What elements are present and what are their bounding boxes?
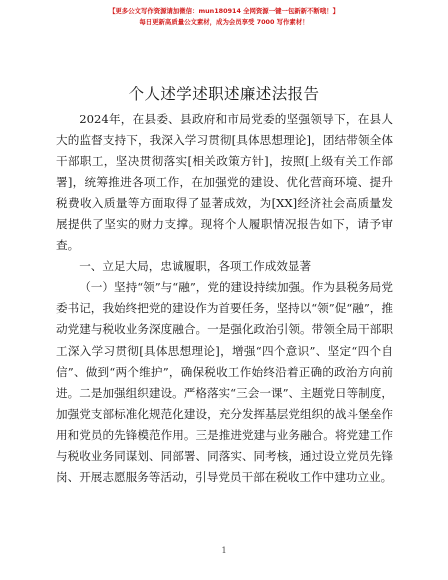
promo-banner-line2: 每日更新高质量公文素材，成为会员享受 7000 写作素材！ [139, 18, 309, 26]
promo-banner [0, 6, 448, 28]
paragraph-party-building: （一）坚持“领”与“融”，党的建设持续加强。作为县税务局党委书记，我始终把党的建设作为首要任务，坚持以“领”促“融”，推动党建与税收业务深度融合。一是强化政治引领。带领全局干部职工深入学习贯彻[具体思想理论]，增强“四个意识”、坚定“四个自信”、做到“两个维护”，确保税收工作始终沿着正确的政治方向前进。二是加强组织建设。严格落实“三会一课”、主题党日等制度，加强党支部标准化规范化建设，充分发挥基层党组织的战斗堡垒作用和党员的先锋模范作用。三是推进党建与业务融合。将党建工作与税收业务同谋划、同部署、同落实、同考核，通过设立党员先锋岗、开展志愿服务等活动，引导党员干部在税收工作中建功立业。 [56, 280, 393, 484]
document-title: 个人述学述职述廉述法报告 [128, 85, 320, 103]
promo-banner-line1: 【更多公文写作资源请加微信：mun180914 全网资源一键一包新新不断哦！】 [109, 7, 339, 15]
page-number: 1 [221, 546, 227, 555]
section-heading: 一、立足大局，忠诚履职，各项工作成效显著 [79, 259, 312, 274]
paragraph-intro: 2024年，在县委、县政府和市局党委的坚强领导下，在县人大的监督支持下，我深入学习贯彻[具体思想理论]，团结带领全体干部职工，坚决贯彻落实[相关政策方针]，按照[上级有关工作部署]，统筹推进各项工作，在加强党的建设、优化营商环境、提升税费收入质量等方面取得了显著成效，为[XX]经济社会高质量发展提供了坚实的财力支撑。现将个人履职情况报告如下，请予审查。 [56, 112, 393, 253]
document-body [56, 109, 393, 488]
